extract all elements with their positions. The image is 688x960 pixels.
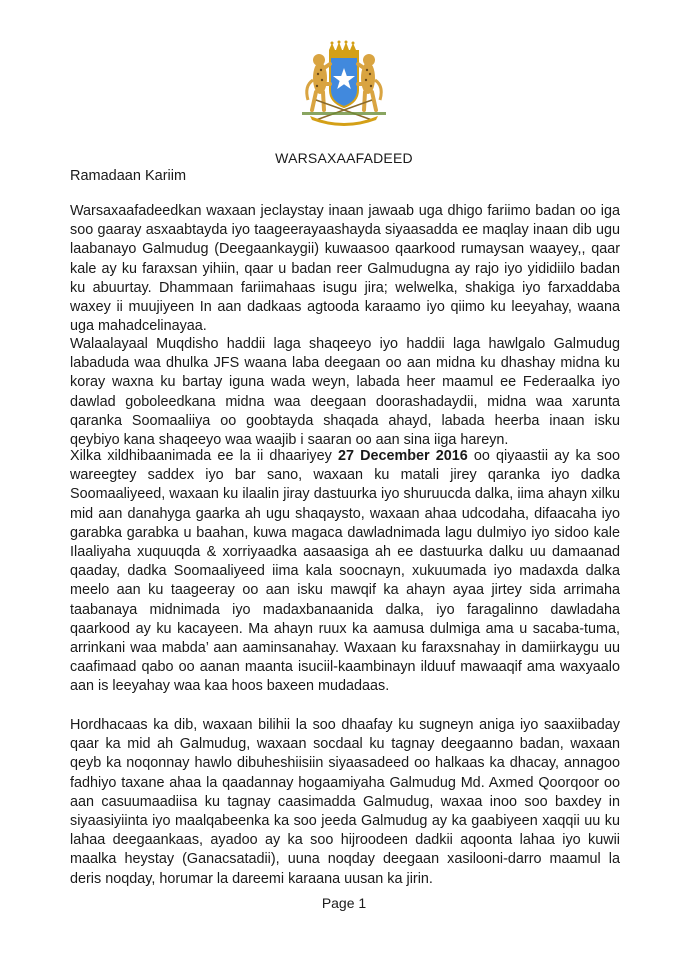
- page-number: Page 1: [321, 895, 367, 911]
- crown-icon: [329, 41, 359, 57]
- document-heading: WARSAXAAFADEED: [275, 150, 413, 166]
- paragraph-3-lead: Xilka xildhibaanimada ee la ii dhaariyey: [70, 448, 338, 464]
- paragraph-3-body: oo qiyaastii ay ka soo wareegtey saddex iyo bar sano, waxaan ku matali jirey qaranka iyo dadka Soomaaliyeed, waxaan ku ilaalin jiray dastuurka iyo shuruucda dalka, iima ahayn xilku mid aan danahyga gaarka ah ugu shaqaysto, waxaan ahaa udcodaha, difaacaha iyo garabka garabka u baahan, kuwa magaca dawladnimada lagu dulmiyo iyo sidoo kale Ilaaliyaha xuquuqda & xorriyaadka aasaasiga ah ee dastuurka dalku uu damaanad qaaday, dadka Soomaaliyeed iima kala soocnayn, xukuumada iyo madaxda dalka meelo aan ku taageeray oo aan isku mawqif ka ahayn ayaa jirtey sida arrimaha taabanaya midnimada iyo madaxbanaanida dalka, iyo faragalinno dawladaha qaarkood ay ku kacayeen. Ma ahayn ruux ka aamusa dulmiga ama u sacaba-tuma, arrinkani waa mabda’ aan aaminsanahay. Waxaan ku faraxsnahay in damiirkaygu uu caafimaad qabo oo aanan maanta isuciil-kaambinayn ilduuf mawaaqif ama waxyaalo aan is leeyahay waa kaa hoos baxeen mudadaas.: [70, 448, 621, 695]
- paragraph-2: Walaalayaal Muqdisho haddii laga shaqeeyo iyo haddii laga hawlgalo Galmudug labaduda waa dhulka JFS waana laba deegaan oo aan midna ku dhashay midna ku koray waxna ku bartay iguna wada weyn, labada heer maamul ee Federaalka iyo dawlad goboleedkana midna waa deegaan doorashadaydii, midna waa xarunta qaranka Soomaaliiya oo goobtayda shaqada ahayd, labada heerba inaan isku qeybiyo kana shaqeeyo waa waajib i saaran oo aan sina iiga hareyn.: [70, 336, 620, 449]
- salutation: Ramadaan Kariim: [70, 168, 187, 184]
- shield-icon: [330, 57, 358, 107]
- paragraph-4: Hordhacaas ka dib, waxaan bilihii la soo dhaafay ku sugneyn aniga iyo saaxiibaday qaar ka mid ah Galmudug, waxaan socdaal ku tagnay deegaanno badan, waxaan qeyb ka noqonnay hawlo dibuheshiisiin siyaasadeed oo halkaas ka dhacay, annagoo fadhiyo taxane ahaa la qaadannay hogaamiyaha Galmudug Md. Axmed Qoorqoor oo aan casuumaadiisa ku tagnay caasimadda Galmudug, waxaa inoo soo baxdey in siyaasiyiinta iyo maalqabeenka ka soo jeeda Galmudug ay ka gaabiyeen xaqqii uu ku lahaa deegaankaas, ayadoo ay ka soo hijroodeen dadkii aqoonta lahaa iyo kuwii maalka heystay (Ganacsatadii), uuna noqday deegaan xasilooni-darro maamul la deris noqday, horumar la dareemi karaana uusan ka jirin.: [70, 717, 620, 887]
- swearing-in-date: 27 December 2016: [337, 448, 468, 464]
- paragraph-1: Warsaxaafadeedkan waxaan jeclaystay inaan jawaab uga dhigo fariimo badan oo iga soo gaaray asxaabtayda iyo taageerayaashayda siyaasadda ee maqlay inaan dib ugu laabanayo Galmudug (Deegaankaygii) kuwaasoo qaarkood rumaysan waayey,, qaar kale ay ku faraxsan yihiin, qaar u badan reer Galmudugna ay rajo iyo yididiilo badan ku abuurtay. Dhammaan fariimahaas isugu jira; welwelka, shakiga iyo farxaddaba waxey ii muujiyeen In aan dadkaas agtooda karaamo iyo qiimo ku leeyahay, waana uga mahadcelinayaa.: [70, 203, 620, 335]
- coat-of-arms-emblem: [296, 40, 392, 126]
- paragraph-3: [70, 447, 620, 697]
